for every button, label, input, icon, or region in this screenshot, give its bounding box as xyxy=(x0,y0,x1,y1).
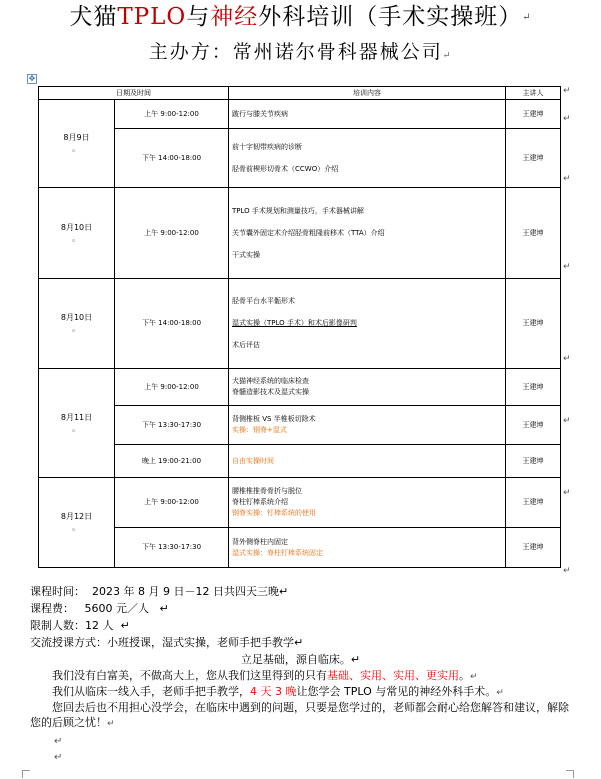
paragraph-mark-icon: ↵ xyxy=(54,752,63,763)
highlight-duration: 4 天 3 晚 xyxy=(250,685,297,698)
table-row xyxy=(39,478,561,528)
table-row xyxy=(39,369,561,406)
row-end-mark-icon: ↵ xyxy=(563,488,571,498)
lecturer-cell: 王建坤 xyxy=(506,188,561,279)
document-title xyxy=(0,0,601,35)
header-content: 培训内容 xyxy=(229,87,506,100)
content-cell: 前十字韧带疾病的诊断 胫骨前楔形切骨术（CCWO）介绍 xyxy=(229,129,506,188)
date-cell: 8月10日 。 xyxy=(39,279,115,369)
table-row xyxy=(39,100,561,129)
header-lecturer: 主讲人 xyxy=(506,87,561,100)
content-cell: 背外侧脊柱内固定 湿式实操：脊柱钉棒系统固定 xyxy=(229,528,506,568)
row-end-mark-icon: ↵ xyxy=(563,114,571,124)
table-row xyxy=(39,129,561,188)
paragraph-3: 您回去后也不用担心没学会，在临床中遇到的问题，只要是您学过的，老师都会耐心给您解答和建议，解除您的后顾之忧！↵ xyxy=(30,701,569,729)
date-cell: 8月10日 。 xyxy=(39,188,115,279)
lecturer-cell: 王建坤 xyxy=(506,445,561,478)
content-cell: 背侧椎板 VS 半椎板切除术 实操：钢脊+湿式 xyxy=(229,406,506,445)
lecturer-cell: 王建坤 xyxy=(506,478,561,528)
schedule-table xyxy=(38,86,561,568)
content-cell: 自由实操时间 xyxy=(229,445,506,478)
motto-line: 立足基础，源自临床。↵ xyxy=(240,653,361,666)
paragraph-1: 我们没有白富美，不做高大上，您从我们这里得到的只有基础、实用、实用、更实用。↵ xyxy=(52,669,478,682)
lecturer-cell: 王建坤 xyxy=(506,369,561,406)
paragraph-mark-icon: ↵ xyxy=(522,12,532,23)
title-part-4: 神经 xyxy=(210,4,259,30)
header-date-time: 日期及时间 xyxy=(39,87,229,100)
row-end-mark-icon: ↵ xyxy=(563,86,571,96)
table-row xyxy=(39,406,561,445)
highlight-practical: 基础、实用、实用、更实用 xyxy=(327,669,459,682)
lecturer-cell: 王建坤 xyxy=(506,279,561,369)
row-end-mark-icon: ↵ xyxy=(563,354,571,364)
date-cell: 8月9日 。 xyxy=(39,100,115,188)
content-cell: TPLO 手术规划和测量技巧，手术器械讲解 关节囊外固定术介绍胫骨粗隆前移术（TTA）介绍 干式实操 xyxy=(229,188,506,279)
content-cell: 犬猫神经系统的临床检查 脊髓造影技术及湿式实操 xyxy=(229,369,506,406)
table-row xyxy=(39,528,561,568)
page-corner-right xyxy=(566,770,574,778)
time-cell: 下午 14:00-18:00 xyxy=(115,279,229,369)
time-cell: 上午 9:00-12:00 xyxy=(115,188,229,279)
course-fee-line: 课程费： 5600 元／人 ↵ xyxy=(30,602,169,615)
page-corner-left xyxy=(22,770,30,778)
paragraph-2: 我们从临床一线入手，老师手把手教学，4 天 3 晚让您学会 TPLO 与常见的神经外科手术。↵ xyxy=(52,685,504,698)
title-part-2: TPLO xyxy=(117,4,187,30)
row-end-mark-icon: ↵ xyxy=(563,566,571,576)
table-move-handle-icon[interactable]: ✥ xyxy=(28,74,36,83)
lecturer-cell: 王建坤 xyxy=(506,528,561,568)
lecturer-cell: 王建坤 xyxy=(506,406,561,445)
content-cell: 胫骨平台水平骺形术 湿式实操（TPLO 手术）和术后影像研判 术后评估 xyxy=(229,279,506,369)
teaching-method-line: 交流授课方式：小班授课，湿式实操，老师手把手教学↵ xyxy=(30,636,304,649)
course-fee-value: 5600 元／人 xyxy=(84,602,149,615)
table-row xyxy=(39,279,561,369)
paragraph-mark-icon: ↵ xyxy=(442,51,453,61)
date-cell: 8月11日 。 xyxy=(39,369,115,478)
table-row xyxy=(39,445,561,478)
content-cell: 跛行与膝关节疾病 xyxy=(229,100,506,129)
row-end-mark-icon: ↵ xyxy=(563,262,571,272)
limit-value: 12 人 xyxy=(85,619,114,632)
time-cell: 上午 9:00-12:00 xyxy=(115,478,229,528)
title-part-3: 与 xyxy=(186,4,211,30)
date-cell: 8月12日 。 xyxy=(39,478,115,568)
organizer-text: 主办方：常州诺尔骨科器械公司 xyxy=(148,41,443,63)
time-cell: 下午 13:30-17:30 xyxy=(115,406,229,445)
organizer-line xyxy=(0,38,601,70)
lecturer-cell: 王建坤 xyxy=(506,100,561,129)
time-cell: 下午 14:00-18:00 xyxy=(115,129,229,188)
row-end-mark-icon: ↵ xyxy=(563,174,571,184)
course-time-value: 2023 年 8 月 9 日－12 日共四天三晚 xyxy=(92,585,279,598)
limit-line: 限制人数：12 人 ↵ xyxy=(30,619,130,632)
time-cell: 下午 13:30-17:30 xyxy=(115,528,229,568)
time-cell: 上午 9:00-12:00 xyxy=(115,100,229,129)
time-cell: 晚上 19:00-21:00 xyxy=(115,445,229,478)
lecturer-cell: 王建坤 xyxy=(506,129,561,188)
table-header-row xyxy=(39,87,561,100)
paragraph-mark-icon: ↵ xyxy=(54,736,63,747)
time-cell: 上午 9:00-12:00 xyxy=(115,369,229,406)
course-time-line: 课程时间： 2023 年 8 月 9 日－12 日共四天三晚↵ xyxy=(30,585,289,598)
row-end-mark-icon: ↵ xyxy=(563,416,571,426)
content-cell: 腰椎椎推骨骨折与脱位 脊柱钉棒系统介绍 钢脊实操：钉棒系统的使用 xyxy=(229,478,506,528)
title-part-5: 外科培训（手术实操班） xyxy=(258,4,523,30)
table-row xyxy=(39,188,561,279)
title-part-1: 犬猫 xyxy=(69,4,118,30)
